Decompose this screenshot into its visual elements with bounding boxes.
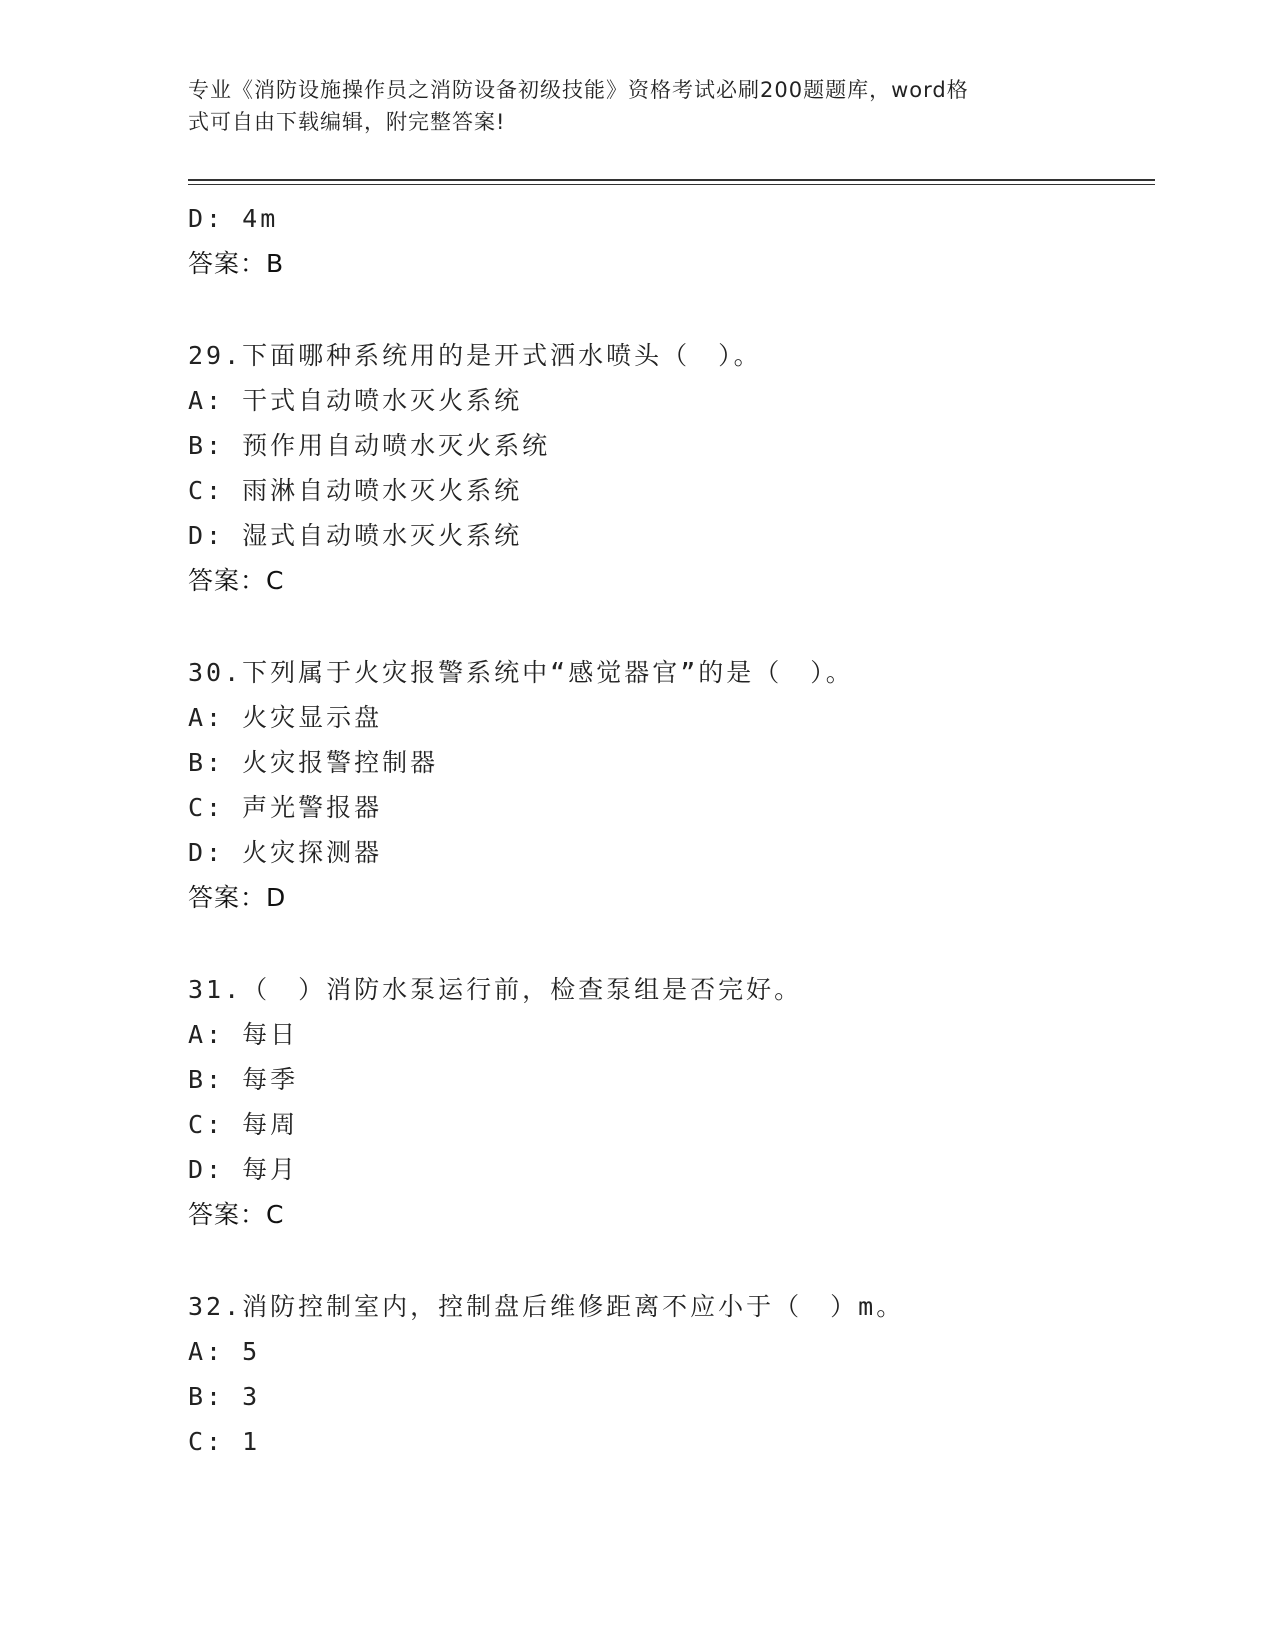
question-answer: 答案：C [188,566,285,595]
option-a: A: 干式自动喷水灭火系统 [188,386,523,415]
question-stem: 32.消防控制室内，控制盘后维修距离不应小于（ ）m。 [188,1292,905,1321]
option-a: A: 5 [188,1337,261,1366]
carryover-answer: 答案：B [188,249,285,278]
option-c: C: 每周 [188,1110,299,1139]
option-c: C: 1 [188,1427,261,1456]
header-divider-thick [188,179,1155,181]
option-b: B: 每季 [188,1065,299,1094]
question-31 [188,967,1155,1237]
question-stem: 30.下列属于火灾报警系统中“感觉器官”的是（ ）。 [188,658,854,687]
option-d: D: 湿式自动喷水灭火系统 [188,521,523,550]
option-b: B: 火灾报警控制器 [188,748,439,777]
question-answer: 答案：D [188,883,287,912]
question-29 [188,333,1155,603]
header-line-2: 式可自由下载编辑，附完整答案! [188,110,506,134]
spacer [188,603,1155,650]
question-32 [188,1284,1155,1464]
question-stem: 29.下面哪种系统用的是开式洒水喷头（ ）。 [188,341,762,370]
question-list [188,196,1155,1464]
option-b: B: 预作用自动喷水灭火系统 [188,431,551,460]
header-divider-thin [188,184,1155,185]
option-d: D: 火灾探测器 [188,838,383,867]
option-c: C: 雨淋自动喷水灭火系统 [188,476,523,505]
header-line-1: 专业《消防设施操作员之消防设备初级技能》资格考试必刷200题题库，word格 [188,78,969,102]
option-a: A: 火灾显示盘 [188,703,383,732]
spacer [188,1237,1155,1284]
option-a: A: 每日 [188,1020,299,1049]
spacer [188,286,1155,333]
option-c: C: 声光警报器 [188,793,383,822]
carryover-option-d: D: 4m [188,204,279,233]
option-b: B: 3 [188,1382,261,1411]
option-d: D: 每月 [188,1155,299,1184]
question-answer: 答案：C [188,1200,285,1229]
question-30 [188,650,1155,920]
document-header [188,74,1088,138]
spacer [188,920,1155,967]
question-stem: 31.（ ）消防水泵运行前，检查泵组是否完好。 [188,975,803,1004]
